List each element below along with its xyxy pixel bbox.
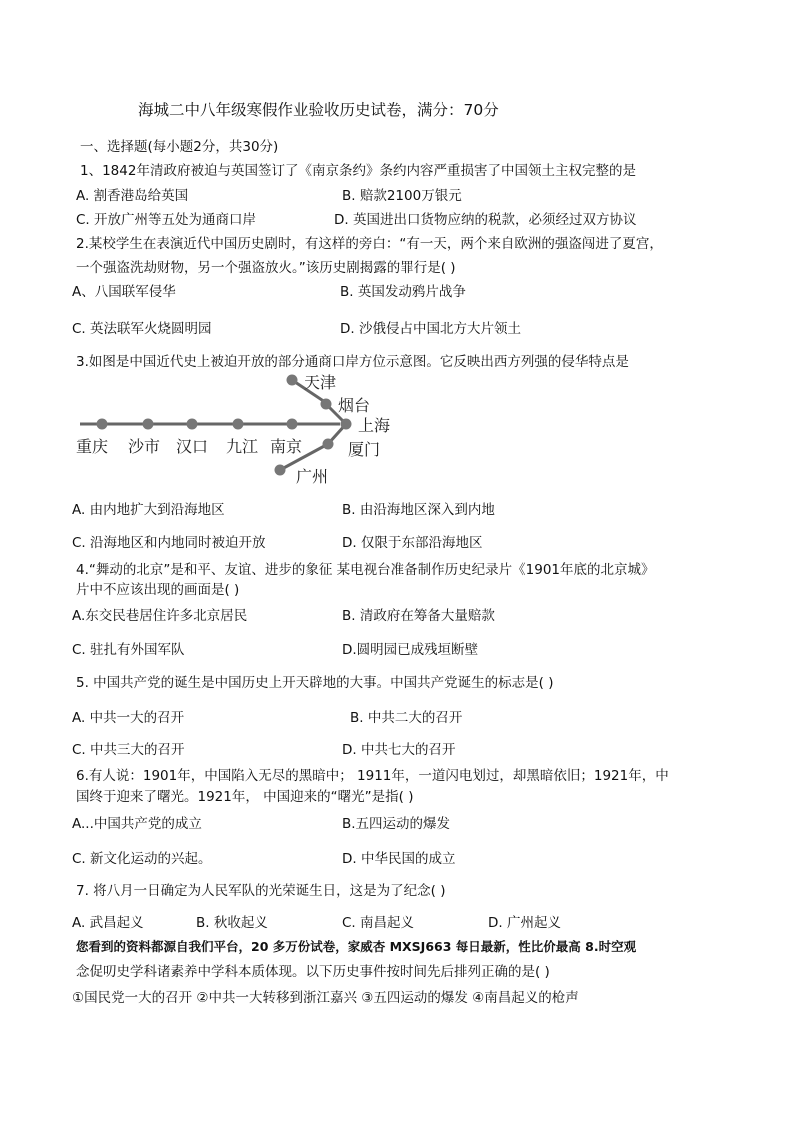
q5-option-a: A. 中共一大的召开 bbox=[72, 710, 185, 726]
q6-option-a: A...中国共产党的成立 bbox=[72, 816, 202, 832]
q7-option-a: A. 武昌起义 bbox=[72, 915, 144, 931]
q1-stem: 1、1842年清政府被迫与英国签订了《南京条约》条约内容严重损害了中国领土主权完整的是 bbox=[80, 163, 636, 179]
city-label-jiujiang: 九江 bbox=[226, 437, 259, 456]
q3-stem: 3.如图是中国近代史上被迫开放的部分通商口岸方位示意图。它反映出西方列强的侵华特点是 bbox=[76, 354, 629, 370]
q8-stem: 念促叨史学科诸素养中学科本质体现。以下历史事件按时间先后排列正确的是( ) bbox=[76, 964, 550, 980]
q6-option-d: D. 中华民国的成立 bbox=[342, 851, 456, 867]
q4-option-d: D.圆明园已成残垣断壁 bbox=[342, 642, 479, 658]
city-dot-tianjin bbox=[287, 375, 298, 386]
watermark-line: 您看到的资料都源自我们平台，20 多万份试卷，家威杏 MXSJ663 每日最新，性比价最高 8.时空观 bbox=[76, 939, 637, 954]
q2-option-b: B. 英国发动鸦片战争 bbox=[340, 284, 466, 300]
city-dot-hankou bbox=[187, 419, 198, 430]
q3-option-a: A. 由内地扩大到沿海地区 bbox=[72, 502, 225, 518]
q4-stem-line1: 4.“舞动的北京”是和平、友谊、进步的象征 某电视台准备制作历史纪录片《1901年底的北京城》 bbox=[76, 562, 655, 578]
city-dot-shanghai bbox=[341, 419, 352, 430]
q6-stem-line1: 6.有人说：1901年，中国陷入无尽的黑暗中； 1911年，一道闪电划过，却黑暗依旧；1921年，中 bbox=[76, 768, 669, 784]
q5-option-b: B. 中共二大的召开 bbox=[350, 710, 463, 726]
city-label-xiamen: 厦门 bbox=[348, 440, 381, 459]
q5-option-d: D. 中共七大的召开 bbox=[342, 742, 456, 758]
q2-stem-line1: 2.某校学生在表演近代中国历史剧时，有这样的旁白：“有一天，两个来自欧洲的强盗闯进了夏宫， bbox=[76, 236, 663, 252]
city-dot-chongqing bbox=[97, 419, 108, 430]
q6-option-c: C. 新文化运动的兴起。 bbox=[72, 851, 212, 867]
q4-stem-line2: 片中不应该出现的画面是( ) bbox=[76, 582, 240, 598]
city-label-shashi: 沙市 bbox=[128, 437, 161, 456]
q2-option-d: D. 沙俄侵占中国北方大片领土 bbox=[340, 321, 521, 337]
city-dot-xiamen bbox=[323, 439, 334, 450]
q7-stem: 7. 将八月一日确定为人民军队的光荣诞生日，这是为了纪念( ) bbox=[76, 883, 446, 899]
city-label-hankou: 汉口 bbox=[176, 437, 209, 456]
city-dot-yantai bbox=[321, 399, 332, 410]
city-dot-guangzhou bbox=[275, 465, 286, 476]
treaty-ports-map bbox=[70, 372, 400, 490]
q6-stem-line2: 国终于迎来了曙光。1921年， 中国迎来的“曙光”是指( ) bbox=[76, 789, 414, 805]
q4-option-a: A.东交民巷居住许多北京居民 bbox=[72, 608, 248, 624]
q1-option-b: B. 赔款2100万银元 bbox=[342, 188, 462, 204]
q7-option-b: B. 秋收起义 bbox=[196, 915, 268, 931]
q2-stem-line2: 一个强盗洗劫财物，另一个强盗放火。”该历史剧揭露的罪行是( ) bbox=[76, 260, 456, 276]
q1-option-d: D. 英国进出口货物应纳的税款，必须经过双方协议 bbox=[334, 212, 637, 228]
q7-option-d: D. 广州起义 bbox=[488, 915, 561, 931]
q5-option-c: C. 中共三大的召开 bbox=[72, 742, 185, 758]
q2-option-c: C. 英法联军火烧圆明园 bbox=[72, 321, 212, 337]
q1-option-a: A. 割香港岛给英国 bbox=[76, 188, 189, 204]
q3-option-b: B. 由沿海地区深入到内地 bbox=[342, 502, 495, 518]
q8-items: ①国民党一大的召开 ②中共一大转移到浙江嘉兴 ③五四运动的爆发 ④南昌起义的枪声 bbox=[72, 990, 579, 1006]
city-label-shanghai: 上海 bbox=[358, 416, 391, 435]
q4-option-c: C. 驻扎有外国军队 bbox=[72, 642, 185, 658]
city-label-nanjing: 南京 bbox=[270, 437, 303, 456]
city-label-guangzhou: 广州 bbox=[296, 467, 329, 486]
q3-option-c: C. 沿海地区和内地同时被迫开放 bbox=[72, 535, 266, 551]
exam-title: 海城二中八年级寒假作业验收历史试卷，满分：70分 bbox=[138, 101, 499, 119]
city-label-chongqing: 重庆 bbox=[76, 437, 109, 456]
city-label-yantai: 烟台 bbox=[338, 396, 371, 415]
city-dot-shashi bbox=[143, 419, 154, 430]
city-dot-jiujiang bbox=[233, 419, 244, 430]
q5-stem: 5. 中国共产党的诞生是中国历史上开天辟地的大事。中国共产党诞生的标志是( ) bbox=[76, 675, 554, 691]
city-dot-nanjing bbox=[287, 419, 298, 430]
q3-option-d: D. 仅限于东部沿海地区 bbox=[342, 535, 483, 551]
city-label-tianjin: 天津 bbox=[304, 373, 337, 392]
q2-option-a: A、八国联军侵华 bbox=[72, 284, 176, 300]
q6-option-b: B.五四运动的爆发 bbox=[342, 816, 451, 832]
q7-option-c: C. 南昌起义 bbox=[342, 915, 415, 931]
q4-option-b: B. 清政府在筹备大量赔款 bbox=[342, 608, 495, 624]
q1-option-c: C. 开放广州等五处为通商口岸 bbox=[76, 212, 257, 228]
section-heading: 一、选择题(每小题2分，共30分) bbox=[80, 139, 279, 155]
